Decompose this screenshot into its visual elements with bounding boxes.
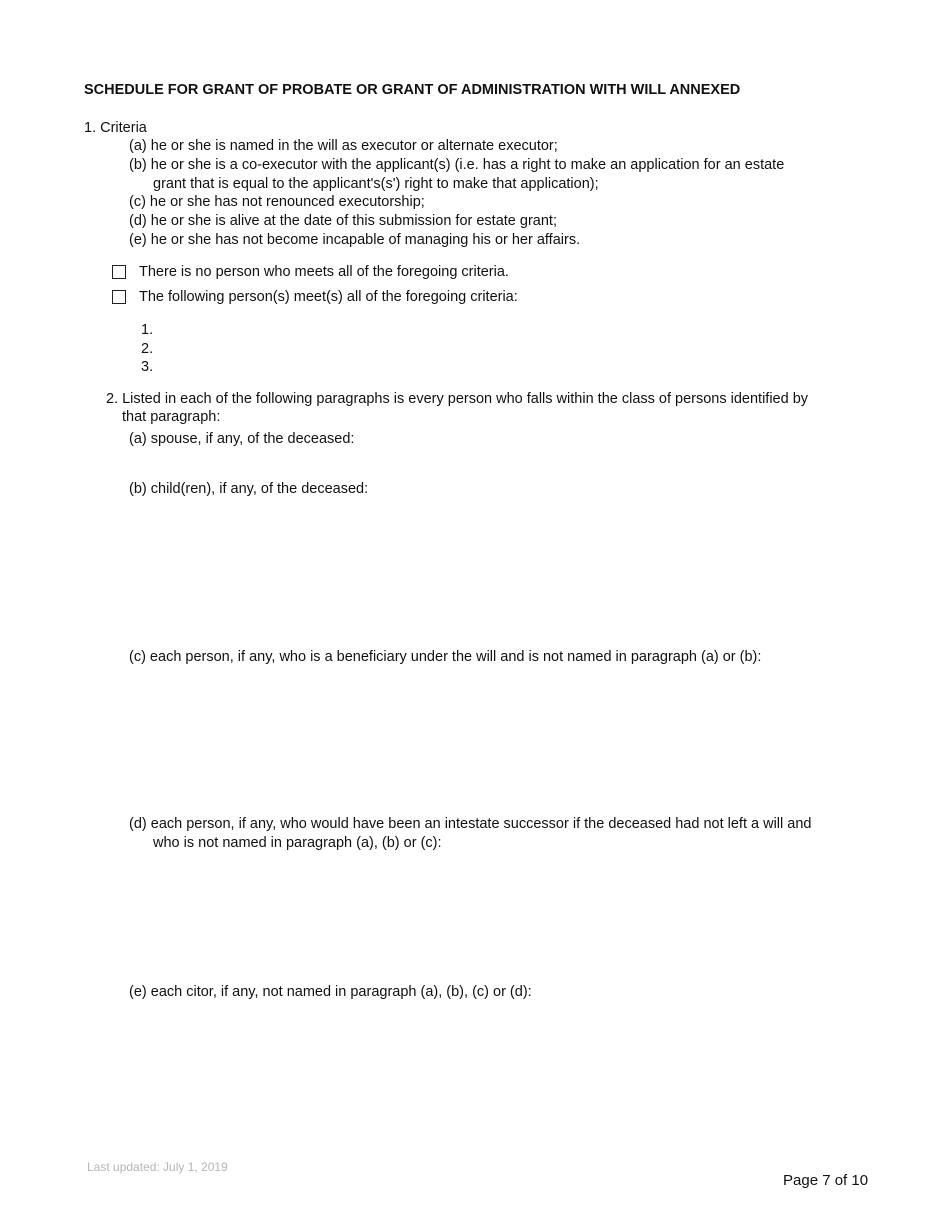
criteria-item-b-line2: grant that is equal to the applicant's(s') right to make that application); [153, 176, 599, 192]
person-number-2: 2. [141, 341, 154, 357]
page-number: Page 7 of 10 [783, 1172, 869, 1189]
person-number-3: 3. [141, 359, 154, 375]
paragraph-b-children: (b) child(ren), if any, of the deceased: [129, 481, 369, 497]
person-number-1: 1. [141, 322, 154, 338]
criteria-heading: 1. Criteria [84, 120, 147, 136]
criteria-item-c: (c) he or she has not renounced executorship; [129, 194, 425, 210]
paragraph-d-intestate-line2: who is not named in paragraph (a), (b) or (c): [153, 835, 442, 851]
criteria-item-d: (d) he or she is alive at the date of this submission for estate grant; [129, 213, 557, 229]
paragraph-e-citors: (e) each citor, if any, not named in paragraph (a), (b), (c) or (d): [129, 984, 532, 1000]
following-persons-label: The following person(s) meet(s) all of the foregoing criteria: [139, 289, 518, 305]
no-person-label: There is no person who meets all of the foregoing criteria. [139, 264, 509, 280]
section2-intro-line2: that paragraph: [122, 409, 221, 425]
paragraph-a-spouse: (a) spouse, if any, of the deceased: [129, 431, 355, 447]
schedule-title: SCHEDULE FOR GRANT OF PROBATE OR GRANT OF ADMINISTRATION WITH WILL ANNEXED [84, 82, 741, 98]
last-updated-note: Last updated: July 1, 2019 [87, 1160, 228, 1174]
paragraph-d-intestate-line1: (d) each person, if any, who would have been an intestate successor if the deceased had not left a will and [129, 816, 812, 832]
criteria-item-a: (a) he or she is named in the will as executor or alternate executor; [129, 138, 558, 154]
following-persons-checkbox[interactable] [112, 290, 126, 304]
no-person-checkbox[interactable] [112, 265, 126, 279]
criteria-item-b-line1: (b) he or she is a co-executor with the applicant(s) (i.e. has a right to make an application for an estate [129, 157, 785, 173]
criteria-item-e: (e) he or she has not become incapable of managing his or her affairs. [129, 232, 581, 248]
paragraph-c-beneficiaries: (c) each person, if any, who is a beneficiary under the will and is not named in paragraph (a) or (b): [129, 649, 762, 665]
section2-intro-line1: 2. Listed in each of the following paragraphs is every person who falls within the class of persons identified by [106, 391, 809, 407]
